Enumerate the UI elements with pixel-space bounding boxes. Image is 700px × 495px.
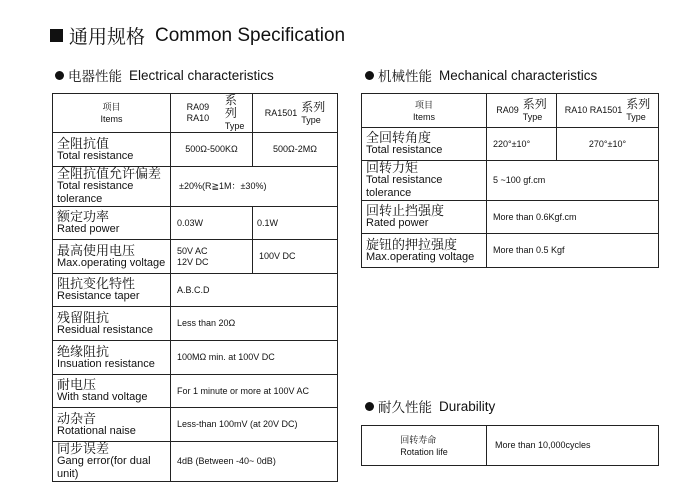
row-label (362, 201, 487, 234)
table-row (53, 341, 338, 375)
title-en: Common Specification (155, 24, 346, 46)
row-label (53, 442, 171, 482)
label-en: Rated power (366, 217, 429, 229)
table-row (53, 207, 338, 240)
table-row (53, 408, 338, 442)
label-en: Max.operating voltage (366, 250, 475, 263)
value-cell: 500Ω-500KΩ (171, 133, 253, 167)
items-cn: 项目 (414, 99, 433, 110)
table-row (53, 307, 338, 341)
table-row (53, 240, 338, 274)
model-col1: RA09 (496, 105, 519, 115)
bullet-dot-icon (365, 71, 374, 80)
type-en: Type (224, 121, 245, 131)
table-row (53, 375, 338, 408)
type-en: Type (522, 112, 543, 122)
label-en: Insuation resistance (57, 357, 155, 370)
series-cn: 系列 (301, 99, 326, 114)
value-line: 12V DC (177, 256, 209, 267)
items-header (53, 94, 171, 133)
electrical-heading-en: Electrical characteristics (129, 67, 274, 83)
type-en: Type (301, 114, 321, 125)
label-en: Total resistance (366, 144, 443, 156)
durability-heading-en: Durability (439, 398, 496, 414)
items-en: Items (100, 114, 123, 124)
row-label (53, 167, 171, 207)
label-cn: 全阻抗值 (57, 135, 110, 151)
value-cell: 270°±10° (557, 128, 659, 161)
durability-heading (365, 396, 495, 416)
mechanical-table (361, 93, 659, 268)
row-label (362, 426, 487, 466)
model-col2-header (253, 94, 338, 133)
table-header-row (362, 94, 659, 128)
table-row (362, 426, 659, 466)
title-cn: 通用规格 (69, 27, 146, 48)
value-cell: More than 10,000cycles (487, 426, 659, 466)
table-header-row (53, 94, 338, 133)
label-en: Total resistance (57, 149, 134, 162)
label-en: Residual resistance (57, 323, 153, 336)
mechanical-heading-cn: 机械性能 (378, 69, 432, 84)
row-label (53, 207, 171, 240)
value-cell: 500Ω-2MΩ (253, 133, 338, 167)
label-en: Rotation life (400, 446, 448, 457)
series-cn: 系列 (522, 97, 547, 111)
table-row (53, 133, 338, 167)
label-cn: 旋钮的押拉强度 (366, 236, 458, 252)
model-col2-header (557, 94, 659, 128)
label-cn: 绝缘阻抗 (57, 343, 110, 359)
value-cell: 100MΩ min. at 100V DC (171, 341, 338, 375)
label-cn: 动杂音 (57, 410, 97, 426)
label-en: Rated power (57, 223, 120, 235)
label-cn: 回转寿命 (400, 434, 437, 445)
series-cn: 系列 (626, 97, 651, 111)
label-en: With stand voltage (57, 391, 148, 403)
label-cn: 回转止挡强度 (366, 203, 445, 218)
series-cn: 系列 (224, 93, 237, 120)
row-label (53, 307, 171, 341)
value-cell: More than 0.6Kgf.cm (487, 201, 659, 234)
table-row (53, 274, 338, 307)
label-en: Rotational naise (57, 424, 136, 437)
label-en: Total resistance tolerance (57, 180, 134, 205)
value-cell (171, 240, 253, 274)
table-row (53, 167, 338, 207)
row-label (362, 234, 487, 268)
label-cn: 全阻抗值允许偏差 (57, 166, 162, 181)
row-label (53, 274, 171, 307)
value-line: 50V AC (177, 245, 208, 256)
table-row (362, 201, 659, 234)
square-bullet-icon (50, 29, 63, 42)
value-cell: A.B.C.D (171, 274, 338, 307)
row-label (53, 375, 171, 408)
value-cell: Less than 20Ω (171, 307, 338, 341)
model-col1-header (171, 94, 253, 133)
electrical-heading (55, 65, 274, 85)
bullet-dot-icon (365, 402, 374, 411)
electrical-table (52, 93, 338, 482)
label-cn: 全回转角度 (366, 130, 432, 145)
durability-table (361, 425, 659, 466)
table-row (362, 128, 659, 161)
label-en: Total resistance tolerance (366, 174, 443, 199)
table-row (362, 234, 659, 268)
electrical-heading-cn: 电器性能 (68, 69, 122, 84)
bullet-dot-icon (55, 71, 64, 80)
model-col2: RA1501 (264, 107, 298, 118)
row-label (53, 408, 171, 442)
value-cell: 0.03W (171, 207, 253, 240)
value-cell: Less-than 100mV (at 20V DC) (171, 408, 338, 442)
value-cell: 4dB (Between -40~ 0dB) (171, 442, 338, 482)
items-cn: 项目 (102, 102, 121, 112)
label-cn: 耐电压 (57, 377, 97, 392)
model-col1-header (487, 94, 557, 128)
row-label (53, 341, 171, 375)
table-row (362, 161, 659, 201)
items-header (362, 94, 487, 128)
value-cell: ±20%(R≧1M：±30%) (171, 167, 338, 207)
label-cn: 阻抗变化特性 (57, 276, 136, 291)
value-cell: For 1 minute or more at 100V AC (171, 375, 338, 408)
durability-heading-cn: 耐久性能 (378, 400, 432, 415)
label-cn: 最高使用电压 (57, 242, 136, 258)
model-col1: RA09 RA10 (186, 102, 210, 123)
value-cell: 220°±10° (487, 128, 557, 161)
value-cell: More than 0.5 Kgf (487, 234, 659, 268)
value-cell: 5 ~100 gf.cm (487, 161, 659, 201)
mechanical-heading (365, 65, 597, 85)
table-row (53, 442, 338, 482)
label-en: Gang error(for dual unit) (57, 455, 151, 480)
model-col2: RA10 RA1501 (564, 105, 623, 115)
label-cn: 额定功率 (57, 209, 110, 224)
row-label (53, 133, 171, 167)
type-en: Type (626, 112, 646, 122)
row-label (53, 240, 171, 274)
items-en: Items (412, 111, 435, 122)
label-cn: 残留阻抗 (57, 309, 110, 325)
value-cell: 100V DC (253, 240, 338, 274)
value-cell: 0.1W (253, 207, 338, 240)
row-label (362, 161, 487, 201)
mechanical-heading-en: Mechanical characteristics (439, 67, 598, 83)
label-cn: 回转力矩 (366, 160, 419, 175)
label-cn: 同步误差 (57, 441, 110, 456)
label-en: Resistance taper (57, 290, 140, 302)
page-title (50, 22, 345, 49)
row-label (362, 128, 487, 161)
label-en: Max.operating voltage (57, 256, 166, 269)
